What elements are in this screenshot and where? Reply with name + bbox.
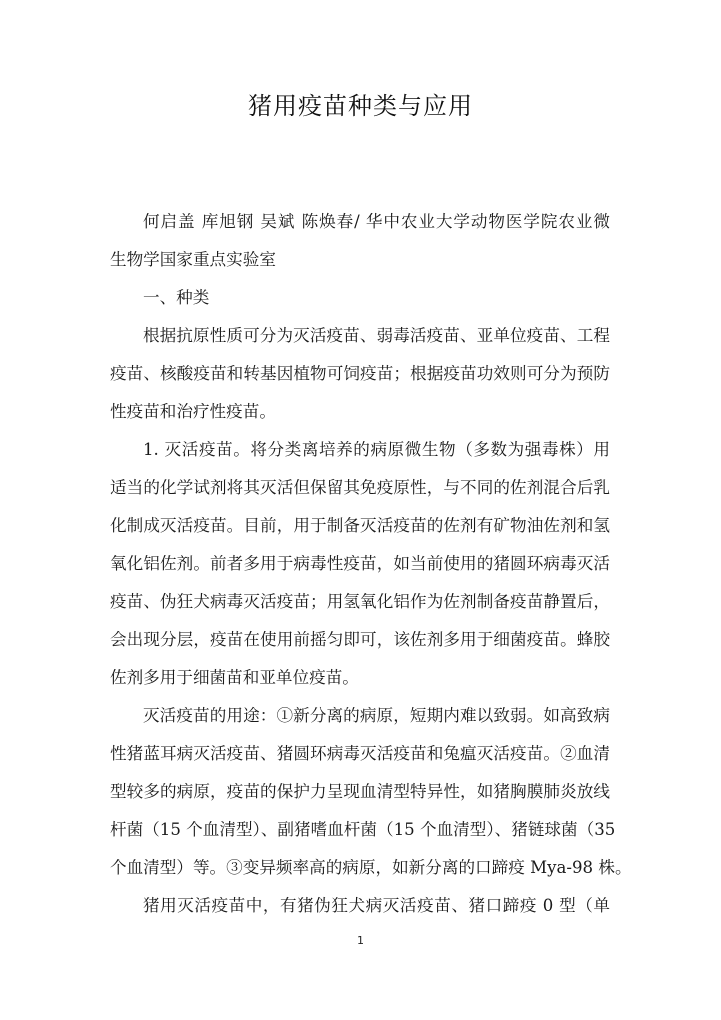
- text-line: 1. 灭活疫苗。将分类离培养的病原微生物（多数为强毒株）用: [143, 440, 610, 459]
- text-line: 猪用灭活疫苗中，有猪伪狂犬病灭活疫苗、猪口蹄疫 0 型（单: [143, 896, 610, 915]
- text-line: 疫苗、伪狂犬病毒灭活疫苗；用氢氧化铝作为佐剂制备疫苗静置后，: [110, 592, 610, 611]
- text-line: 个血清型）等。③变异频率高的病原，如新分离的口蹄疫 Mya-98 株。: [110, 858, 632, 877]
- text-line: 会出现分层，疫苗在使用前摇匀即可，该佐剂多用于细菌疫苗。蜂胶: [110, 630, 610, 649]
- swine-inactivated-vaccines-paragraph: [110, 887, 610, 925]
- authors-paragraph: [110, 203, 610, 279]
- text-line: 适当的化学试剂将其灭活但保留其免疫原性，与不同的佐剂混合后乳: [110, 478, 610, 497]
- inactivated-vaccine-paragraph: [110, 431, 610, 697]
- page-number: 1: [357, 934, 364, 947]
- text-line: 疫苗、核酸疫苗和转基因植物可饲疫苗；根据疫苗功效则可分为预防: [110, 364, 610, 383]
- text-line: 何启盖 库旭钢 吴斌 陈焕春/ 华中农业大学动物医学院农业微: [143, 212, 610, 231]
- text-line: 生物学国家重点实验室: [110, 250, 276, 269]
- text-line: 化制成灭活疫苗。目前，用于制备灭活疫苗的佐剂有矿物油佐剂和氢: [110, 516, 610, 535]
- text-line: 根据抗原性质可分为灭活疫苗、弱毒活疫苗、亚单位疫苗、工程: [143, 326, 610, 345]
- text-line: 氧化铝佐剂。前者多用于病毒性疫苗，如当前使用的猪圆环病毒灭活: [110, 554, 610, 573]
- document-body: [110, 203, 632, 925]
- text-line: 一、种类: [143, 288, 210, 307]
- text-line: 性疫苗和治疗性疫苗。: [110, 402, 276, 421]
- inactivated-vaccine-uses-paragraph: [110, 697, 632, 887]
- text-line: 灭活疫苗的用途：①新分离的病原，短期内难以致弱。如高致病: [143, 706, 610, 725]
- document-title: 猪用疫苗种类与应用: [248, 92, 473, 120]
- text-line: 杆菌（15 个血清型）、副猪嗜血杆菌（15 个血清型）、猪链球菌（35: [110, 820, 616, 839]
- text-line: 型较多的病原，疫苗的保护力呈现血清型特异性，如猪胸膜肺炎放线: [110, 782, 610, 801]
- text-line: 佐剂多用于细菌苗和亚单位疫苗。: [110, 668, 359, 687]
- section-heading: [110, 279, 610, 317]
- classification-paragraph: [110, 317, 610, 431]
- text-line: 性猪蓝耳病灭活疫苗、猪圆环病毒灭活疫苗和兔瘟灭活疫苗。②血清: [110, 744, 610, 763]
